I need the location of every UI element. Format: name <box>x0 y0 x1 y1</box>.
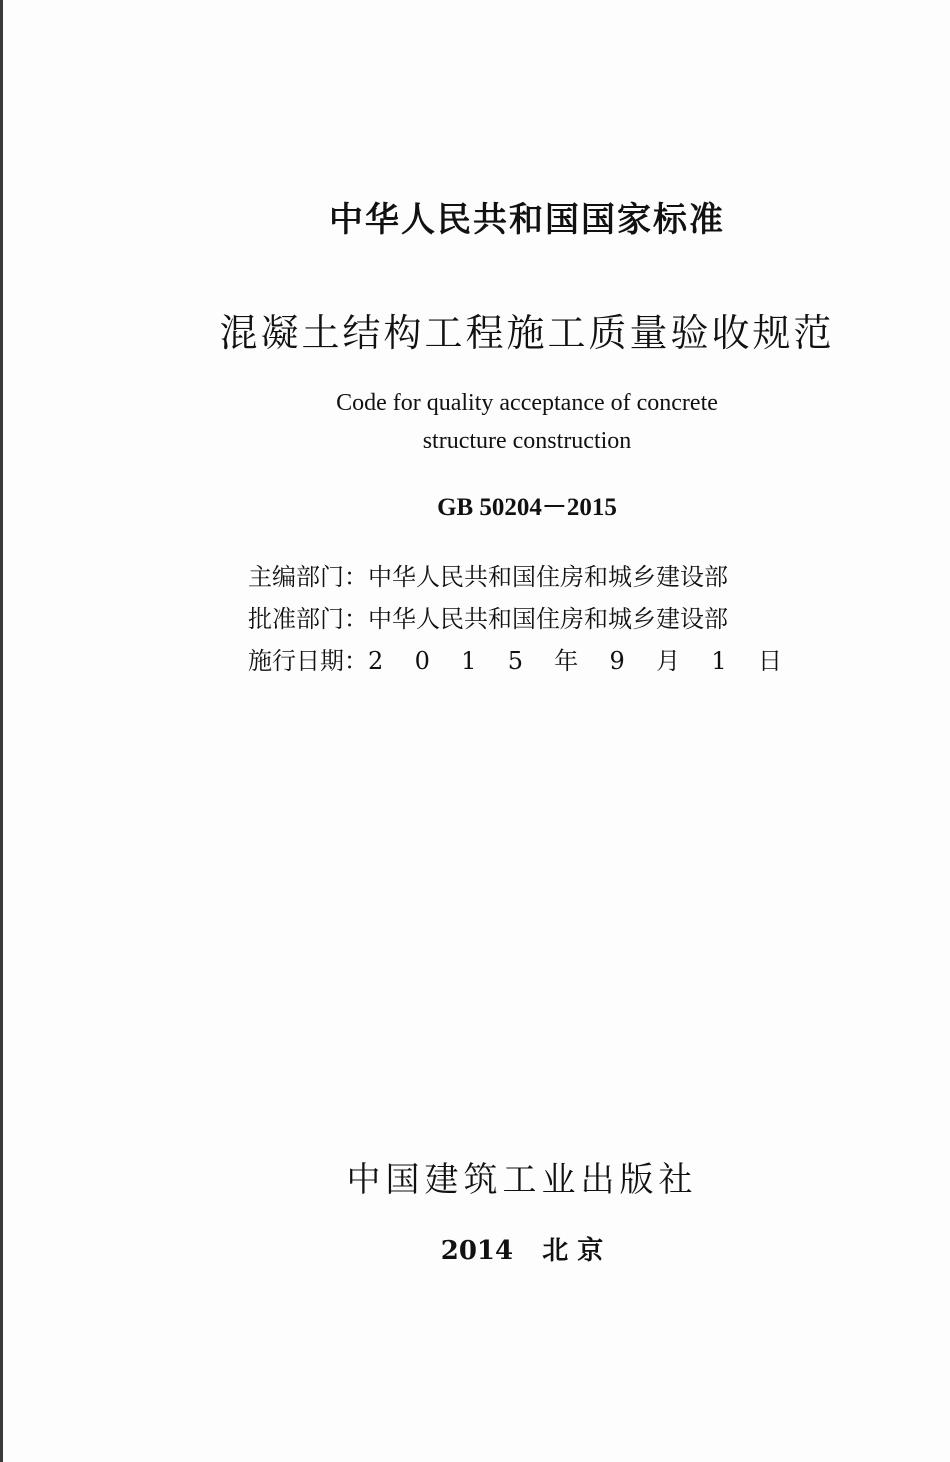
publication-year-place <box>0 1230 950 1267</box>
date-char: 月 <box>656 647 681 675</box>
date-char: 5 <box>507 647 523 675</box>
chief-editor-row <box>248 556 848 598</box>
publication-year: 2014 <box>440 1236 514 1266</box>
title-english-line-1: Code for quality acceptance of concrete <box>336 390 718 416</box>
standard-series-heading: 中华人民共和国国家标准 <box>329 200 725 240</box>
effective-date-row <box>248 640 848 682</box>
title-english-line-2: structure construction <box>422 428 632 454</box>
date-char: 0 <box>414 647 430 675</box>
effective-date-value <box>368 640 782 682</box>
date-char: 1 <box>711 647 727 675</box>
publisher-name: 中国建筑工业出版社 <box>346 1160 698 1200</box>
chief-editor-value: 中华人民共和国住房和城乡建设部 <box>368 563 728 591</box>
approval-label: 批准部门： <box>248 605 368 633</box>
date-char: 1 <box>461 647 477 675</box>
chief-editor-label: 主编部门： <box>248 563 368 591</box>
publication-city: 北 京 <box>542 1236 604 1266</box>
document-title-chinese: 混凝土结构工程施工质量验收规范 <box>219 311 835 355</box>
approval-row <box>248 598 848 640</box>
standard-code: GB 50204－2015 <box>437 494 617 521</box>
approval-value: 中华人民共和国住房和城乡建设部 <box>368 605 728 633</box>
document-title-english <box>0 384 950 460</box>
date-char: 年 <box>554 647 579 675</box>
date-char: 2 <box>368 647 384 675</box>
date-char: 日 <box>757 647 782 675</box>
date-char: 9 <box>609 647 625 675</box>
document-info-block <box>248 556 848 682</box>
effective-date-label: 施行日期： <box>248 647 368 675</box>
